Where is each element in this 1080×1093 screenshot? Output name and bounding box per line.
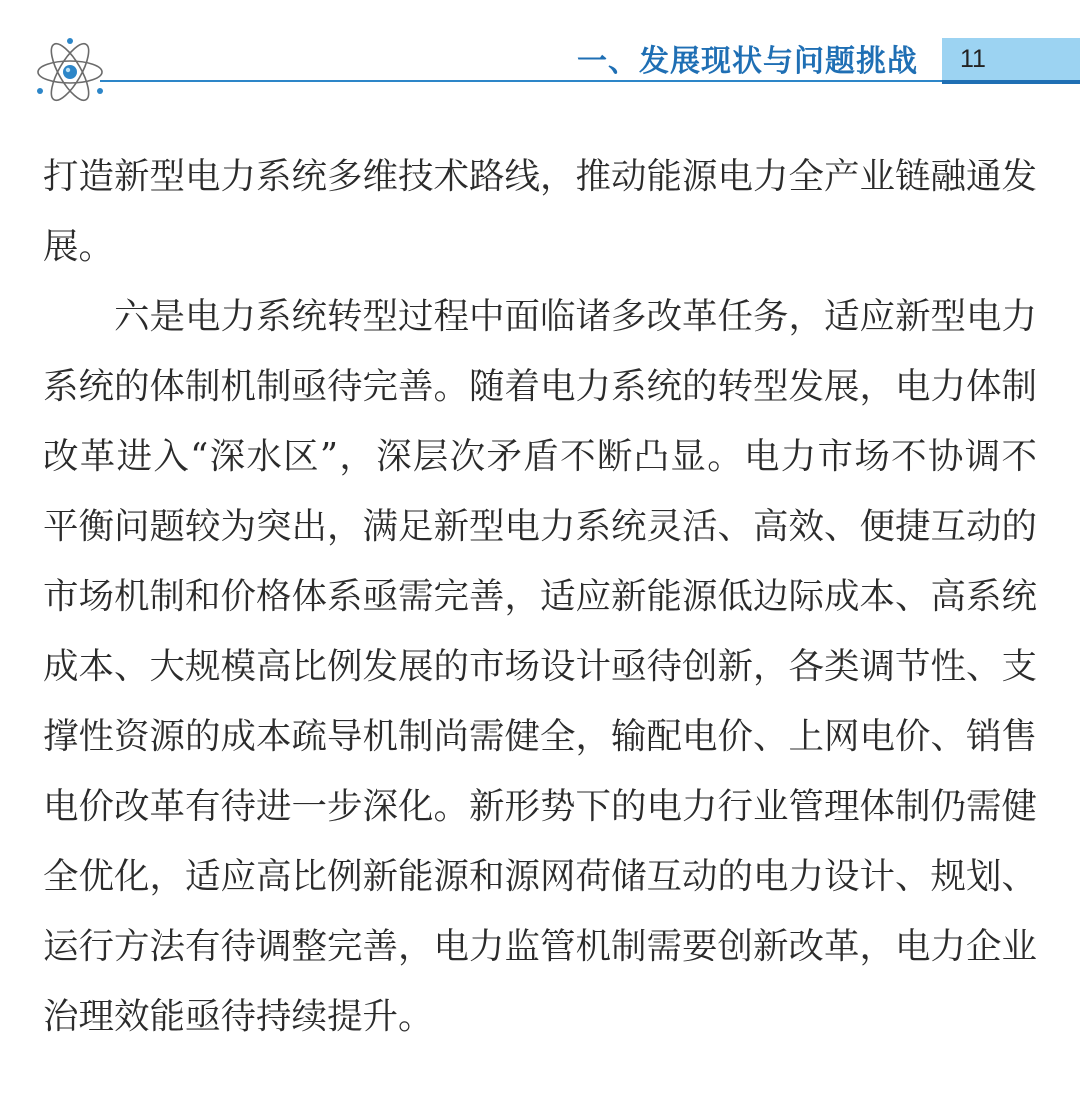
paragraph-reform-tasks: 六是电力系统转型过程中面临诸多改革任务，适应新型电力系统的体制机制亟待完善。随着电力系统的转型发展，电力体制改革进入“深水区”，深层次矛盾不断凸显。电力市场不协调不平衡问题较为突出，满足新型电力系统灵活、高效、便捷互动的市场机制和价格体系亟需完善，适应新能源低边际成本、高系统成本、大规模高比例发展的市场设计亟待创新，各类调节性、支撑性资源的成本疏导机制尚需健全，输配电价、上网电价、销售电价改革有待进一步深化。新形势下的电力行业管理体制仍需健全优化，适应高比例新能源和源网荷储互动的电力设计、规划、运行方法有待调整完善，电力监管机制需要创新改革，电力企业治理效能亟待持续提升。 xyxy=(43,296,1038,1037)
page-number: 11 xyxy=(960,45,986,73)
page-number-tab xyxy=(942,38,1080,84)
chapter-title: 一、发展现状与问题挑战 xyxy=(577,44,918,79)
header-divider xyxy=(100,80,942,82)
body-text xyxy=(43,142,1037,1052)
page-header xyxy=(0,0,1080,110)
paragraph-continuation: 打造新型电力系统多维技术路线，推动能源电力全产业链融通发展。 xyxy=(43,156,1038,267)
atom-icon xyxy=(34,36,106,108)
